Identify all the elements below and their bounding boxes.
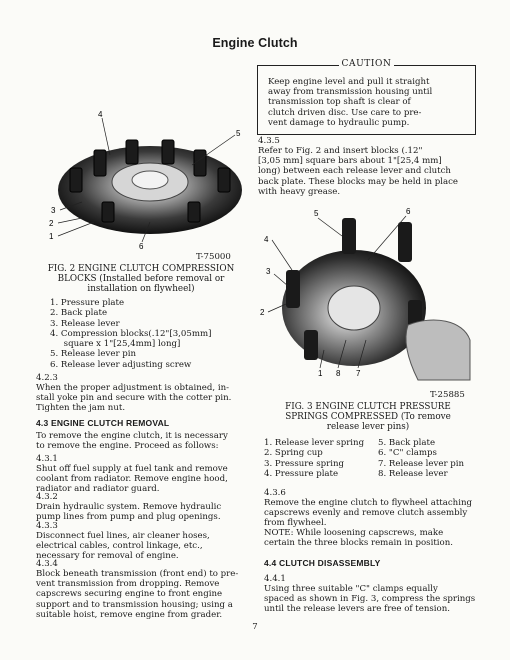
section-heading-4-4: 4.4 CLUTCH DISASSEMBLY — [264, 558, 381, 568]
caution-box — [257, 59, 476, 135]
hand-illustration — [406, 320, 470, 380]
fig2-callout-1: 1 — [49, 232, 54, 241]
fig3-callout-2: 2 — [260, 308, 265, 317]
section-4-3-intro: To remove the engine clutch, it is necessary to remove the engine. Proceed as follows: — [36, 431, 228, 452]
legend-item: 2. Back plate — [50, 308, 108, 319]
legend-item: square x 1"[25,4mm] long] — [50, 339, 181, 350]
legend-item: 5. Back plate — [378, 438, 436, 448]
figure-2-tag: T-75000 — [196, 252, 231, 262]
paragraph-4-3-1: 4.3.1 Shut off fuel supply at fuel tank and remove coolant from radiator. Remove engine hood, radiator and radiator guard. — [36, 454, 228, 495]
legend-item: 3. Pressure spring — [264, 458, 344, 469]
page-number: 7 — [252, 622, 258, 632]
paragraph-4-3-2: 4.3.2 Drain hydraulic system. Remove hydraulic pump lines from pump and plug openings. — [36, 492, 222, 523]
caution-title: CAUTION — [339, 59, 395, 69]
paragraph-4-3-3: 4.3.3 Disconnect fuel lines, air cleaner hoses, electrical cables, control linkage, etc., necessary for removal of engine. — [36, 521, 210, 562]
legend-item: 4. Compression blocks(.12"[3,05mm] — [50, 328, 212, 339]
legend-item: 1. Release lever spring — [264, 438, 365, 448]
paragraph-4-3-5: 4.3.5 Refer to Fig. 2 and insert blocks (.12" [3,05 mm] square bars about 1"[25,4 mm] long) between each release lever and clutch back plate. These blocks may be held in place with heavy grease. — [258, 136, 458, 197]
fig2-callout-5: 5 — [236, 129, 241, 138]
fig2-callout-2: 2 — [49, 219, 54, 228]
legend-item: 6. "C" clamps — [378, 448, 437, 459]
fig3-callout-7: 7 — [356, 369, 361, 378]
section-heading-4-3: 4.3 ENGINE CLUTCH REMOVAL — [36, 418, 170, 428]
fig3-callout-5: 5 — [314, 209, 319, 218]
figure-3-photo — [258, 200, 474, 386]
fig3-callout-4: 4 — [264, 235, 269, 244]
paragraph-4-4-1: 4.4.1 Using three suitable "C" clamps equally spaced as shown in Fig. 3, compress the springs until the release levers are free of tension. — [264, 574, 476, 615]
legend-item: 8. Release lever — [378, 468, 448, 479]
figure-2-caption: FIG. 2 ENGINE CLUTCH COMPRESSION BLOCKS (Installed before removal or installation on flywheel) — [47, 264, 235, 294]
legend-item: 7. Release lever pin — [378, 458, 465, 469]
figure-3-tag: T-25885 — [430, 390, 465, 400]
fig3-callout-6: 6 — [406, 207, 411, 216]
note: NOTE: While loosening capscrews, make certain the three blocks remain in position. — [264, 528, 453, 549]
paragraph-4-3-6: 4.3.6 Remove the engine clutch to flywheel attaching capscrews evenly and remove clutch assembly from flywheel. — [264, 488, 472, 529]
fig3-callout-3: 3 — [266, 267, 271, 276]
paragraph-4-2-3: 4.2.3 When the proper adjustment is obtained, in- stall yoke pin and secure with the cotter pin. Tighten the jam nut. — [36, 373, 232, 414]
figure-3-legend — [264, 438, 488, 479]
fig3-callout-1: 1 — [318, 369, 323, 378]
figure-3-caption: FIG. 3 ENGINE CLUTCH PRESSURE SPRINGS COMPRESSED (To remove release lever pins) — [285, 402, 451, 432]
legend-item: 4. Pressure plate — [264, 468, 339, 479]
legend-item: 6. Release lever adjusting screw — [50, 359, 192, 370]
fig2-callout-4: 4 — [98, 110, 103, 119]
figure-2-photo — [42, 110, 252, 250]
legend-item: 3. Release lever — [50, 318, 120, 329]
fig2-callout-3: 3 — [51, 206, 56, 215]
figure-2-legend — [50, 298, 212, 370]
caution-text: Keep engine level and pull it straight away from transmission housing until transmission top shaft is clear of clutch driven disc. Use care to pre- vent damage to hydraulic pump. — [268, 77, 433, 128]
legend-item: 1. Pressure plate — [50, 298, 125, 308]
fig2-callout-6: 6 — [139, 242, 144, 250]
legend-item: 5. Release lever pin — [50, 349, 137, 360]
page-title: Engine Clutch — [212, 36, 298, 50]
fig3-callout-8: 8 — [336, 369, 341, 378]
legend-item: 2. Spring cup — [264, 448, 323, 459]
paragraph-4-3-4: 4.3.4 Block beneath transmission (front end) to pre- vent transmission from dropping. Remove capscrews securing engine to front engine support and to transmission housing; using a suitable hoist, remove engine from grader. — [36, 559, 239, 620]
